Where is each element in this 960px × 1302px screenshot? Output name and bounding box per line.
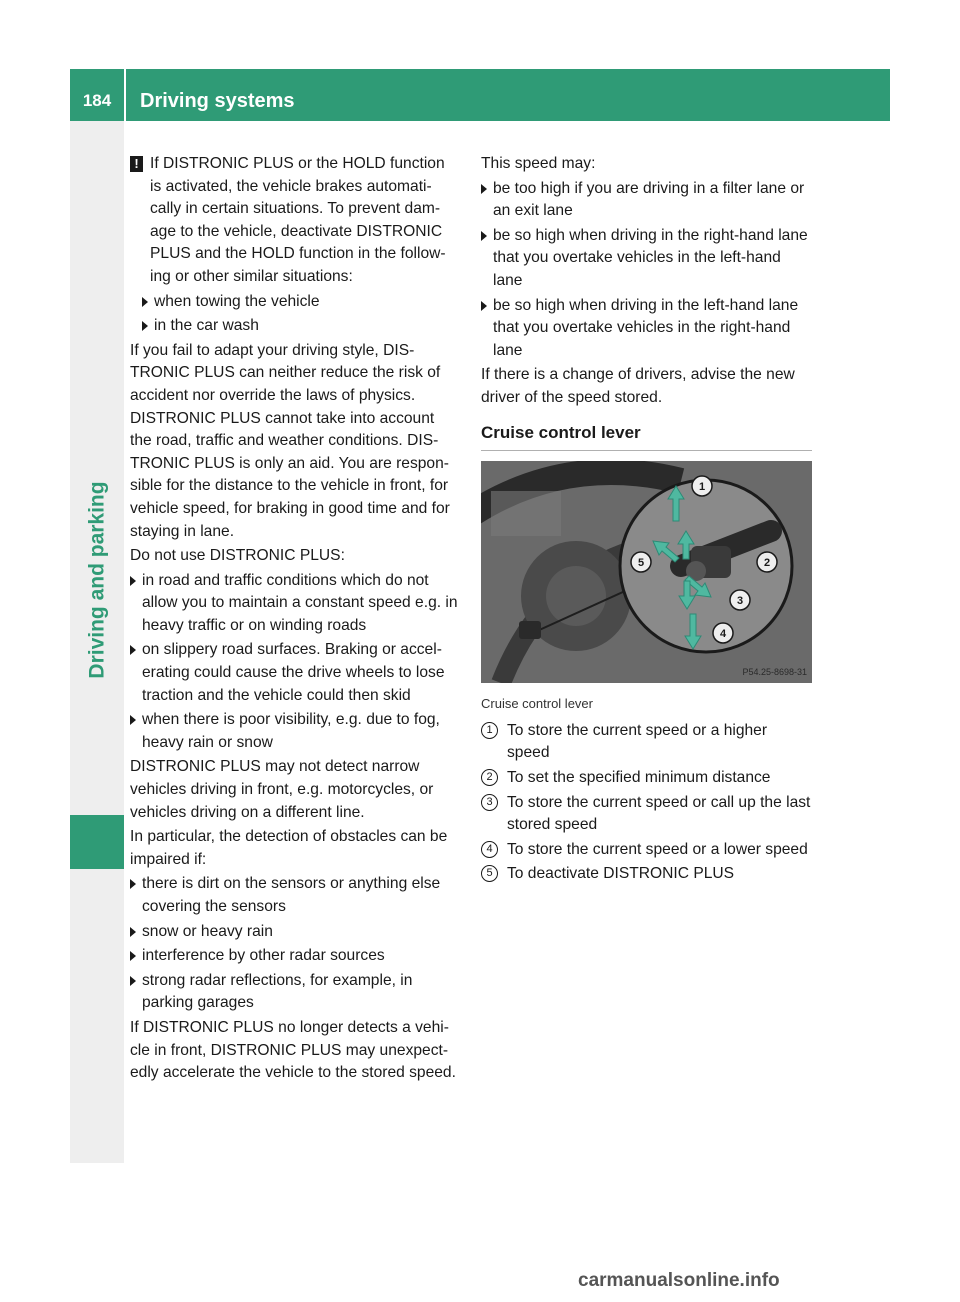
- page-header: [70, 69, 890, 121]
- chapter-title: Driving systems: [140, 89, 295, 112]
- callout-2: 2: [763, 557, 771, 570]
- list-item: when there is poor visibility, e.g. due to fog, heavy rain or snow: [130, 709, 460, 754]
- list-item: in road and traffic conditions which do not allow you to maintain a constant speed e.g. in heavy traffic or on winding roads: [130, 570, 460, 638]
- side-tab-label: Driving and parking: [86, 481, 110, 679]
- right-column: [481, 153, 812, 888]
- list-item: [481, 839, 812, 862]
- page-number: 184: [70, 69, 126, 121]
- paragraph: This speed may:: [481, 155, 596, 172]
- number-badge: 4: [481, 841, 498, 858]
- number-badge: 5: [481, 865, 498, 882]
- callout-3: 3: [736, 595, 744, 608]
- paragraph: If there is a change of drivers, advise the new driver of the speed stored.: [481, 366, 795, 406]
- figure-code: P54.25-8698-31: [742, 667, 807, 678]
- list-item: interference by other radar sources: [130, 945, 460, 968]
- list-item: [481, 720, 812, 765]
- list-item: in the car wash: [142, 315, 460, 338]
- list-item: [481, 767, 812, 790]
- paragraph: In particular, the detection of obstacles can be impaired if:: [130, 828, 448, 868]
- item-text: To store the current speed or a higher speed: [507, 721, 768, 762]
- list-item: be so high when driving in the right-hand lane that you overtake vehicles in the left-hand lane: [481, 225, 812, 293]
- item-text: To store the current speed or a lower speed: [507, 840, 808, 858]
- side-tab-marker: [70, 815, 124, 869]
- list-item: be too high if you are driving in a filter lane or an exit lane: [481, 178, 812, 223]
- list-item: [481, 792, 812, 837]
- callout-5: 5: [637, 557, 645, 570]
- list-item: strong radar reflections, for example, in parking garages: [130, 970, 460, 1015]
- steering-wheel-illustration: [481, 461, 812, 683]
- warning-note: [130, 153, 460, 289]
- number-badge: 3: [481, 794, 498, 811]
- bullet-list: [130, 570, 460, 755]
- left-column: [130, 153, 460, 1087]
- numbered-list: [481, 720, 812, 886]
- list-item: be so high when driving in the left-hand lane that you overtake vehicles in the right-hand lane: [481, 295, 812, 363]
- exclamation-icon: !: [130, 156, 143, 172]
- section-title: Cruise control lever: [481, 422, 812, 452]
- bullet-list: [481, 178, 812, 363]
- list-item: snow or heavy rain: [130, 921, 460, 944]
- list-item: [481, 863, 812, 886]
- cruise-control-lever-figure: [481, 461, 812, 683]
- list-item: on slippery road surfaces. Braking or accel-erating could cause the drive wheels to lose traction and the vehicle could then skid: [130, 639, 460, 707]
- watermark: carmanualsonline.info: [578, 1270, 780, 1291]
- item-text: To set the specified minimum distance: [507, 768, 771, 786]
- number-badge: 1: [481, 722, 498, 739]
- number-badge: 2: [481, 769, 498, 786]
- side-tab-label-wrap: [82, 430, 114, 730]
- callout-1: 1: [698, 481, 706, 494]
- bullet-list: [130, 873, 460, 1015]
- figure-caption: Cruise control lever: [481, 696, 593, 712]
- list-item: when towing the vehicle: [142, 291, 460, 314]
- item-text: To store the current speed or call up the last stored speed: [507, 793, 811, 834]
- paragraph: DISTRONIC PLUS may not detect narrow vehicles driving in front, e.g. motorcycles, or vehicles driving on a different line.: [130, 758, 434, 821]
- list-item: there is dirt on the sensors or anything else covering the sensors: [130, 873, 460, 918]
- warning-bullet-list: [130, 291, 460, 338]
- paragraph: If you fail to adapt your driving style, DIS-TRONIC PLUS can neither reduce the risk of accident nor override the laws of physics. DISTRONIC PLUS cannot take into account the road, traffic and weather conditions. DIS-TRONIC PLUS is only an aid. You are respon-sible for the distance to the vehicle in front, for vehicle speed, for braking in good time and for staying in lane.: [130, 341, 450, 540]
- paragraph: Do not use DISTRONIC PLUS:: [130, 547, 345, 565]
- item-text: To deactivate DISTRONIC PLUS: [507, 865, 735, 883]
- callout-4: 4: [719, 628, 727, 641]
- warning-text: If DISTRONIC PLUS or the HOLD function is activated, the vehicle brakes automati-cally in certain situations. To prevent dam-age to the vehicle, deactivate DISTRONIC PLUS and the HOLD function in the follow-ing or other similar situations:: [150, 155, 446, 285]
- paragraph: If DISTRONIC PLUS no longer detects a vehi-cle in front, DISTRONIC PLUS may unexpect-edly accelerate the vehicle to the stored speed.: [130, 1018, 456, 1082]
